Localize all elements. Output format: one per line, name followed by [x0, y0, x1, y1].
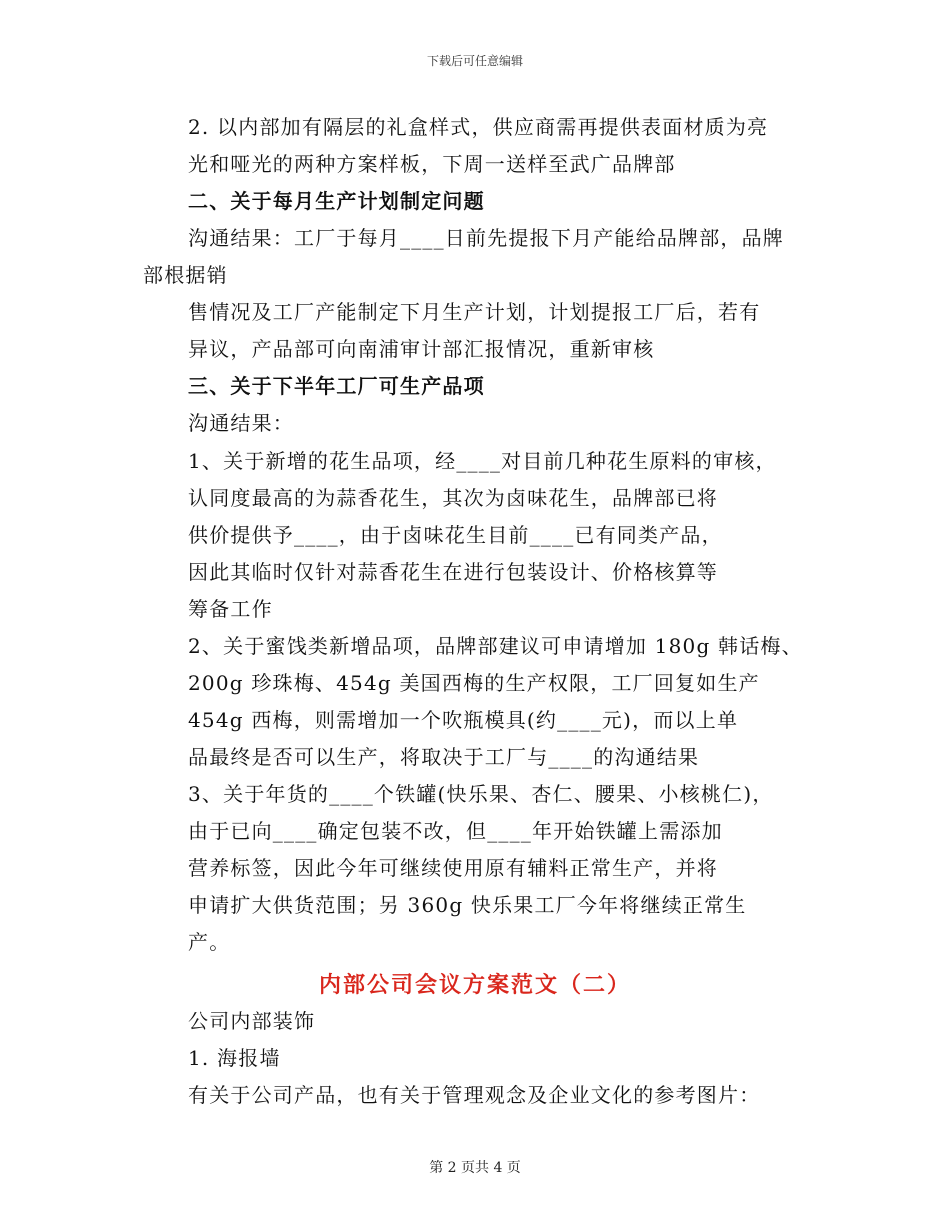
text-line: 筹备工作 — [188, 597, 273, 621]
text-line: 公司内部装饰 — [188, 1009, 316, 1033]
text-line: 3、关于年货的____个铁罐(快乐果、杏仁、腰果、小核桃仁)， — [188, 782, 774, 806]
text-line: 部根据销 — [143, 263, 228, 287]
text-line: 营养标签，因此今年可继续使用原有辅料正常生产，并将 — [188, 856, 718, 880]
text-line: 沟通结果：工厂于每月____日前先提报下月产能给品牌部，品牌 — [188, 226, 784, 250]
text-line: 因此其临时仅针对蒜香花生在进行包装设计、价格核算等 — [188, 560, 718, 584]
section-heading: 二、关于每月生产计划制定问题 — [188, 189, 485, 213]
section-heading: 三、关于下半年工厂可生产品项 — [188, 374, 485, 398]
text-line: 454g 西梅，则需增加一个吹瓶模具(约____元)，而以上单 — [188, 708, 739, 732]
section-title: 内部公司会议方案范文（二） — [318, 972, 631, 998]
text-line: 产。 — [188, 930, 231, 954]
text-line: 供价提供予____，由于卤味花生目前____已有同类产品， — [188, 523, 723, 547]
text-line: 由于已向____确定包装不改，但____年开始铁罐上需添加 — [188, 819, 723, 843]
numbered-heading: 1. 海报墙 — [188, 1046, 281, 1070]
text-line: 光和哑光的两种方案样板，下周一送样至武广品牌部 — [188, 152, 676, 176]
text-line: 2、关于蜜饯类新增品项，品牌部建议可申请增加 180g 韩话梅、 — [188, 634, 803, 658]
page-footer: 第 2 页共 4 页 — [429, 1160, 521, 1176]
page-header: 下载后可任意编辑 — [426, 54, 523, 68]
text-line: 沟通结果： — [188, 411, 294, 435]
text-line: 有关于公司产品，也有关于管理观念及企业文化的参考图片： — [188, 1083, 761, 1107]
text-line: 1、关于新增的花生品项，经____对目前几种花生原料的审核， — [188, 449, 777, 473]
text-line: 售情况及工厂产能制定下月生产计划，计划提报工厂后，若有 — [188, 300, 761, 324]
text-line: 品最终是否可以生产，将取决于工厂与____的沟通结果 — [188, 745, 700, 769]
text-line: 申请扩大供货范围；另 360g 快乐果工厂今年将继续正常生 — [188, 893, 747, 917]
text-line: 2. 以内部加有隔层的礼盒样式，供应商需再提供表面材质为亮 — [188, 115, 769, 139]
text-line: 200g 珍珠梅、454g 美国西梅的生产权限，工厂回复如生产 — [188, 671, 760, 695]
text-line: 认同度最高的为蒜香花生，其次为卤味花生，品牌部已将 — [188, 486, 718, 510]
text-line: 异议，产品部可向南浦审计部汇报情况，重新审核 — [188, 337, 655, 361]
